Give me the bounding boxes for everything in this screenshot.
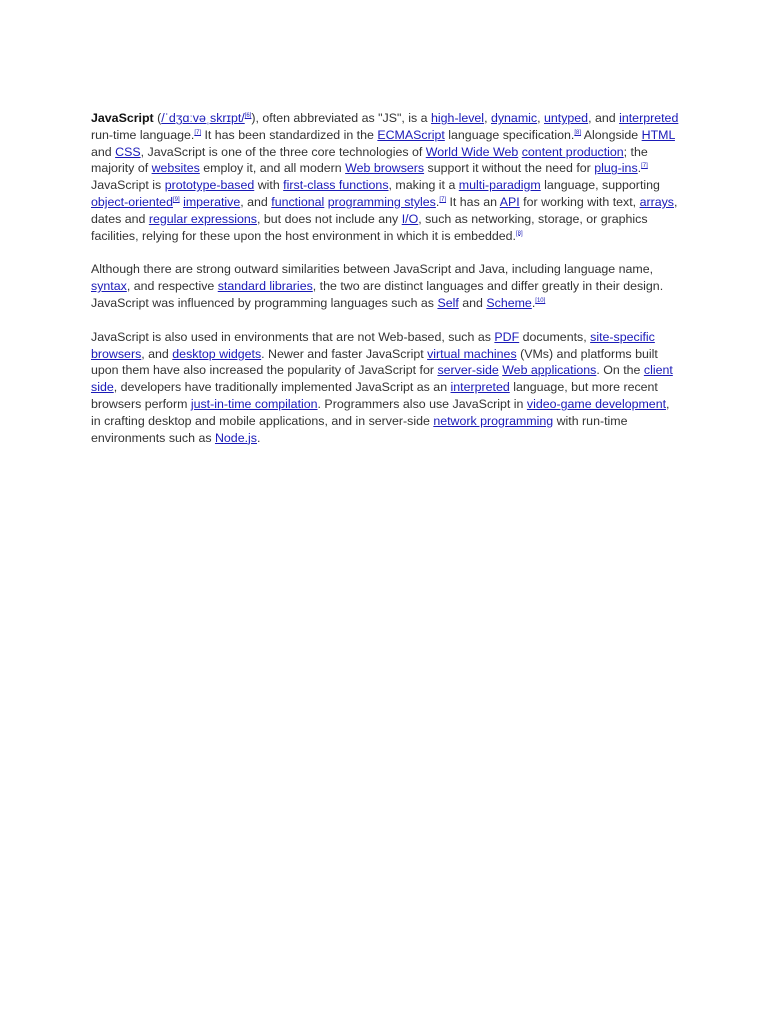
text: . On the (596, 363, 644, 378)
link-prototype-based[interactable]: prototype-based (164, 178, 255, 193)
text: ( (153, 111, 162, 125)
text: with run-time environments such as (91, 413, 628, 445)
text: . Newer and faster JavaScript (261, 346, 428, 361)
link-object-oriented[interactable]: object-oriented (91, 194, 173, 209)
link-desktop-widgets[interactable]: desktop widgets (172, 346, 262, 361)
text: . (637, 161, 642, 176)
link-network-programming[interactable]: network programming (433, 413, 554, 428)
link-nodejs[interactable]: Node.js (214, 430, 257, 445)
text: Although there are strong outward similarities between JavaScript and Java, including language name, (91, 262, 654, 277)
text: . (435, 194, 440, 209)
link-api[interactable]: API (499, 194, 520, 209)
pronunciation-link[interactable]: /ˈdʒɑːvəˌskrɪpt/ (161, 111, 245, 125)
text: . (531, 295, 536, 310)
link-plug-ins[interactable]: plug-ins (594, 161, 638, 176)
text: and (458, 295, 487, 310)
text: , the two are distinct languages and differ greatly in their design. JavaScript was influenced by programming languages such as (91, 279, 664, 310)
link-video-game-development[interactable]: video-game development (526, 396, 667, 411)
link-web-browsers[interactable]: Web browsers (345, 161, 425, 176)
text: , (484, 111, 491, 125)
link-imperative[interactable]: imperative (183, 194, 241, 209)
link-arrays[interactable]: arrays (639, 194, 674, 209)
link-functional[interactable]: functional (271, 194, 325, 209)
link-server-side[interactable]: server-side (437, 363, 499, 378)
link-io[interactable]: I/O (401, 211, 419, 226)
text: , but does not include any (257, 211, 402, 226)
text: . Programmers also use JavaScript in (317, 396, 527, 411)
link-self[interactable]: Self (437, 295, 459, 310)
link-high-level[interactable]: high-level (431, 111, 485, 125)
text: ; the majority of (91, 144, 648, 176)
text: , developers have traditionally implemented JavaScript as an (113, 380, 451, 395)
term-javascript: JavaScript (91, 111, 154, 125)
link-standard-libraries[interactable]: standard libraries (217, 279, 313, 294)
link-css[interactable]: CSS (115, 144, 141, 159)
link-websites[interactable]: websites (151, 161, 200, 176)
link-site-specific-browsers[interactable]: site-specific browsers (91, 329, 655, 361)
link-scheme[interactable]: Scheme (486, 295, 532, 310)
link-interpreted[interactable]: interpreted (619, 111, 679, 125)
text: , dates and (91, 194, 678, 226)
citation-9[interactable]: [9] (172, 196, 180, 203)
link-virtual-machines[interactable]: virtual machines (427, 346, 517, 361)
link-pdf[interactable]: PDF (494, 329, 520, 344)
text: with (254, 178, 284, 193)
paragraph-intro (91, 110, 681, 244)
citation-8[interactable]: [8] (574, 129, 582, 136)
text: , and respective (126, 279, 218, 294)
text: and (91, 144, 116, 159)
link-content-production[interactable]: content production (521, 144, 624, 159)
text: support it without the need for (424, 161, 595, 176)
link-first-class-functions[interactable]: first-class functions (283, 178, 389, 193)
text: , and (240, 194, 272, 209)
text: for working with text, (519, 194, 640, 209)
text: , and (141, 346, 173, 361)
link-syntax[interactable]: syntax (91, 279, 127, 294)
text: , (537, 111, 544, 125)
citation-7[interactable]: [7] (194, 129, 201, 136)
citation-10[interactable]: [10] (535, 297, 546, 304)
text: , making it a (388, 178, 459, 193)
citation-7b[interactable]: [7] (641, 163, 648, 170)
text: , JavaScript is one of the three core technologies of (140, 144, 426, 159)
link-untyped[interactable]: untyped (543, 111, 589, 125)
text: . (256, 430, 261, 445)
text: It has an (446, 194, 500, 209)
text: employ it, and all modern (199, 161, 346, 176)
link-regular-expressions[interactable]: regular expressions (148, 211, 258, 226)
text: (VMs) and platforms built upon them have also increased the popularity of JavaScript for (91, 346, 658, 378)
text: , such as networking, storage, or graphics facilities, relying for these upon the host environment in which it is embedded. (91, 211, 648, 243)
article-body (91, 110, 681, 463)
paragraph-java-comparison (91, 261, 681, 311)
text: , in crafting desktop and mobile applications, and in server-side (91, 396, 670, 428)
text: JavaScript is also used in environments that are not Web-based, such as (91, 329, 495, 344)
text: Alongside (581, 127, 642, 142)
link-interpreted-2[interactable]: interpreted (450, 380, 510, 395)
text: run-time language. (91, 127, 195, 142)
text: It has been standardized in the (201, 127, 378, 142)
link-multi-paradigm[interactable]: multi-paradigm (458, 178, 541, 193)
text: JavaScript is (91, 178, 165, 193)
text: language, supporting (540, 178, 660, 193)
text: documents, (519, 329, 591, 344)
link-ecmascript[interactable]: ECMAScript (377, 127, 445, 142)
link-dynamic[interactable]: dynamic (490, 111, 538, 125)
link-programming-styles[interactable]: programming styles (327, 194, 436, 209)
citation-7c[interactable]: [7] (439, 196, 447, 203)
link-web-applications[interactable]: Web applications (502, 363, 597, 378)
text: language, but more recent browsers perform (91, 380, 658, 411)
text: , and (588, 111, 620, 125)
link-html[interactable]: HTML (641, 127, 675, 142)
paragraph-environments (91, 329, 681, 447)
text: language specification. (444, 127, 575, 142)
citation-6[interactable]: [6] (244, 112, 252, 119)
link-client-side[interactable]: client side (91, 363, 673, 395)
link-world-wide-web[interactable]: World Wide Web (425, 144, 519, 159)
citation-8b[interactable]: [8] (515, 230, 523, 237)
link-just-in-time-compilation[interactable]: just-in-time compilation (190, 396, 318, 411)
text: ), often abbreviated as "JS", is a (251, 111, 432, 125)
